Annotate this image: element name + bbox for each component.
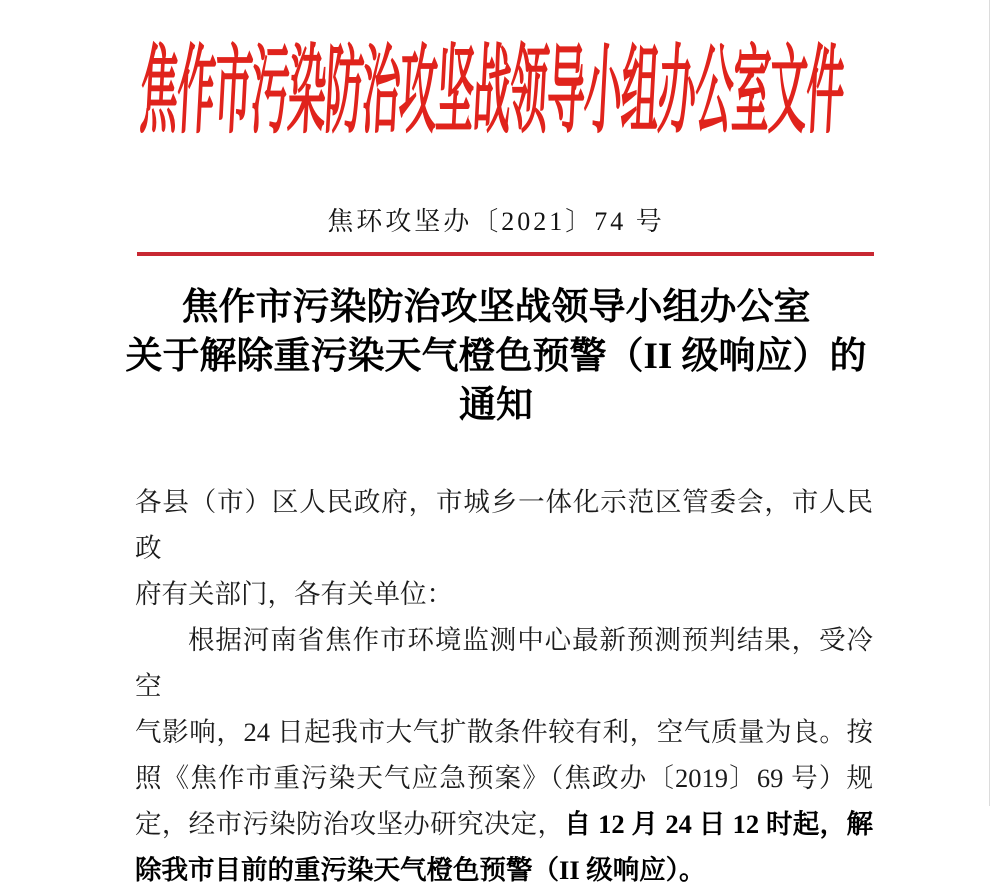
paragraph-line-1: 根据河南省焦作市环境监测中心最新预测预判结果，受冷空 [135,625,873,701]
document-body [135,479,873,893]
paragraph-line-4 [135,801,873,847]
paragraph-line-3: 照《焦作市重污染天气应急预案》（焦政办〔2019〕69 号）规 [135,763,873,793]
paragraph-line-2: 气影响，24 日起我市大气扩散条件较有利，空气质量为良。按 [135,717,873,747]
red-header-banner: 焦作市污染防治攻坚战领导小组办公室文件 [137,40,847,148]
title-line-1: 焦作市污染防治攻坚战领导小组办公室 [181,287,811,328]
document-number: 焦环攻坚办〔2021〕74 号 [327,207,665,236]
salutation-line-1: 各县（市）区人民政府，市城乡一体化示范区管委会，市人民政 [135,487,873,563]
paragraph-line-4-normal: 定，经市污染防治攻坚办研究决定， [135,809,565,839]
red-separator-line [137,252,874,256]
paragraph-line-4-bold: 自 12 月 24 日 12 时起，解 [564,809,874,839]
paragraph-line-5-bold: 除我市目前的重污染天气橙色预警（II 级响应）。 [135,855,706,885]
document-title [0,283,992,430]
title-line-2: 关于解除重污染天气橙色预警（II 级响应）的 [125,336,867,377]
salutation-line-2: 府有关部门，各有关单位： [135,579,453,609]
page-right-edge [989,0,990,806]
title-line-3: 通知 [459,385,533,426]
